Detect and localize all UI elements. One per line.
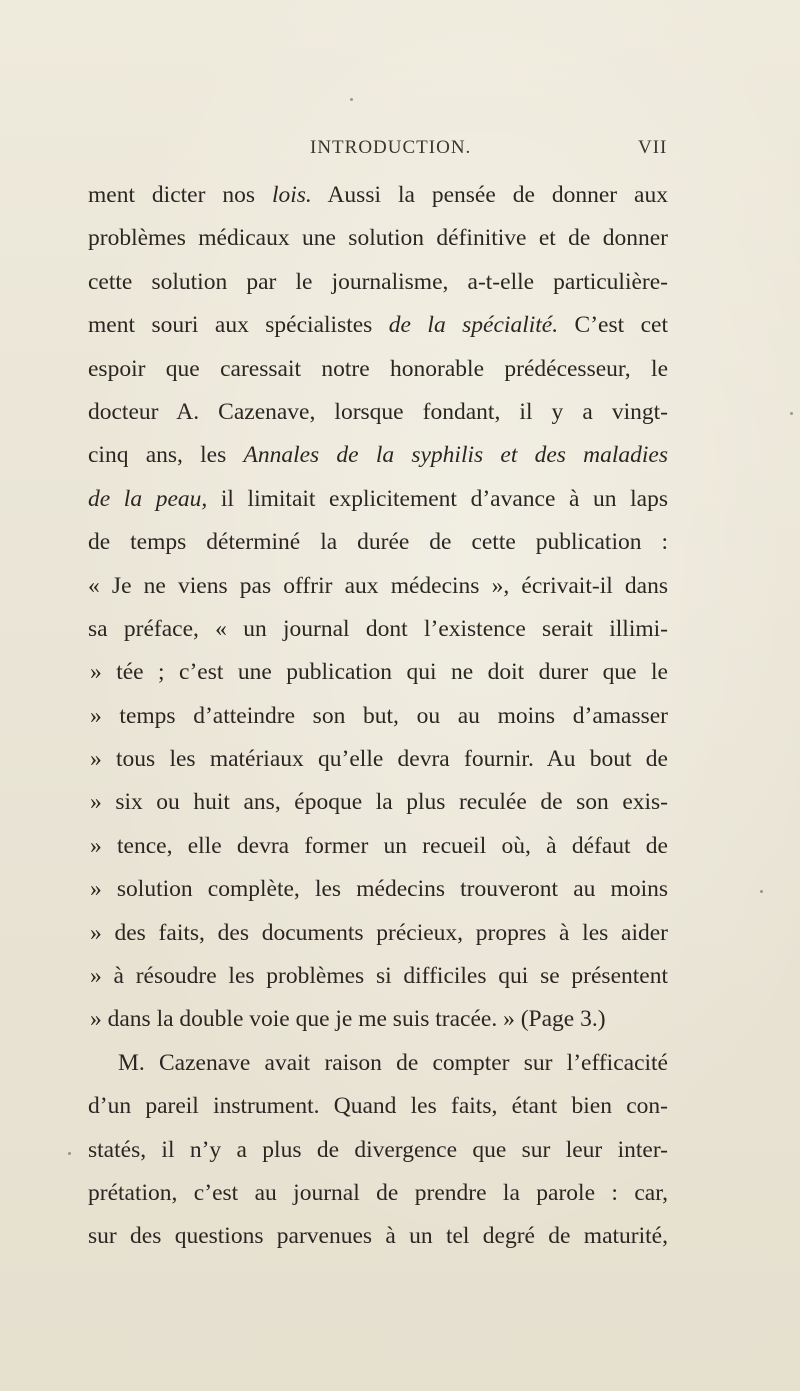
text-line: sur des questions parvenues à un tel degré de maturité,	[88, 1223, 668, 1250]
quote-line: » dans la double voie que je me suis tracée. » (Page 3.)	[90, 1006, 606, 1033]
page-number: VII	[638, 137, 668, 158]
quote-line: » tence, elle devra former un recueil où, à défaut de	[90, 832, 668, 859]
text-line: statés, il n’y a plus de divergence que sur leur inter-	[88, 1136, 668, 1163]
quote-line: » six ou huit ans, époque la plus reculée de son exis-	[90, 789, 668, 816]
text-line: problèmes médicaux une solution définitive et de donner	[88, 225, 668, 252]
text-line: prétation, c’est au journal de prendre la parole : car,	[88, 1179, 668, 1206]
text-line: docteur A. Cazenave, lorsque fondant, il y a vingt-	[88, 398, 668, 425]
text-line: cette solution par le journalisme, a-t-elle particulière-	[88, 268, 668, 295]
text-line: M. Cazenave avait raison de compter sur l’efficacité	[118, 1049, 668, 1076]
quote-line: » tous les matériaux qu’elle devra fournir. Au bout de	[90, 746, 668, 773]
quote-line: » des faits, des documents précieux, propres à les aider	[90, 919, 668, 946]
quote-line: » solution complète, les médecins trouveront au moins	[90, 876, 668, 903]
text-line: sa préface, « un journal dont l’existence serait illimi-	[88, 615, 668, 642]
paper-speck	[790, 412, 793, 415]
paper-speck	[760, 890, 763, 893]
text-line: ment souri aux spécialistes de la spécialité. C’est cet	[88, 312, 668, 339]
quote-line: » temps d’atteindre son but, ou au moins d’amasser	[90, 702, 668, 729]
paper-speck	[350, 98, 353, 101]
paper-speck	[68, 1152, 71, 1155]
text-line: ment dicter nos lois. Aussi la pensée de donner aux	[88, 182, 668, 208]
quote-line: » à résoudre les problèmes si difficiles qui se présentent	[90, 963, 668, 990]
quote-line: » tée ; c’est une publication qui ne doit durer que le	[90, 659, 668, 686]
quote-line: « Je ne viens pas offrir aux médecins », écrivait-il dans	[88, 572, 668, 599]
text-line: d’un pareil instrument. Quand les faits, étant bien con-	[88, 1093, 668, 1120]
body-text	[88, 174, 668, 1259]
running-title: INTRODUCTION.	[310, 137, 472, 158]
running-head	[0, 137, 800, 167]
text-line: de la peau, il limitait explicitement d’avance à un laps	[88, 485, 668, 512]
text-line: de temps déterminé la durée de cette publication :	[88, 529, 668, 556]
text-line: cinq ans, les Annales de la syphilis et des maladies	[88, 442, 668, 469]
text-line: espoir que caressait notre honorable prédécesseur, le	[88, 355, 668, 382]
